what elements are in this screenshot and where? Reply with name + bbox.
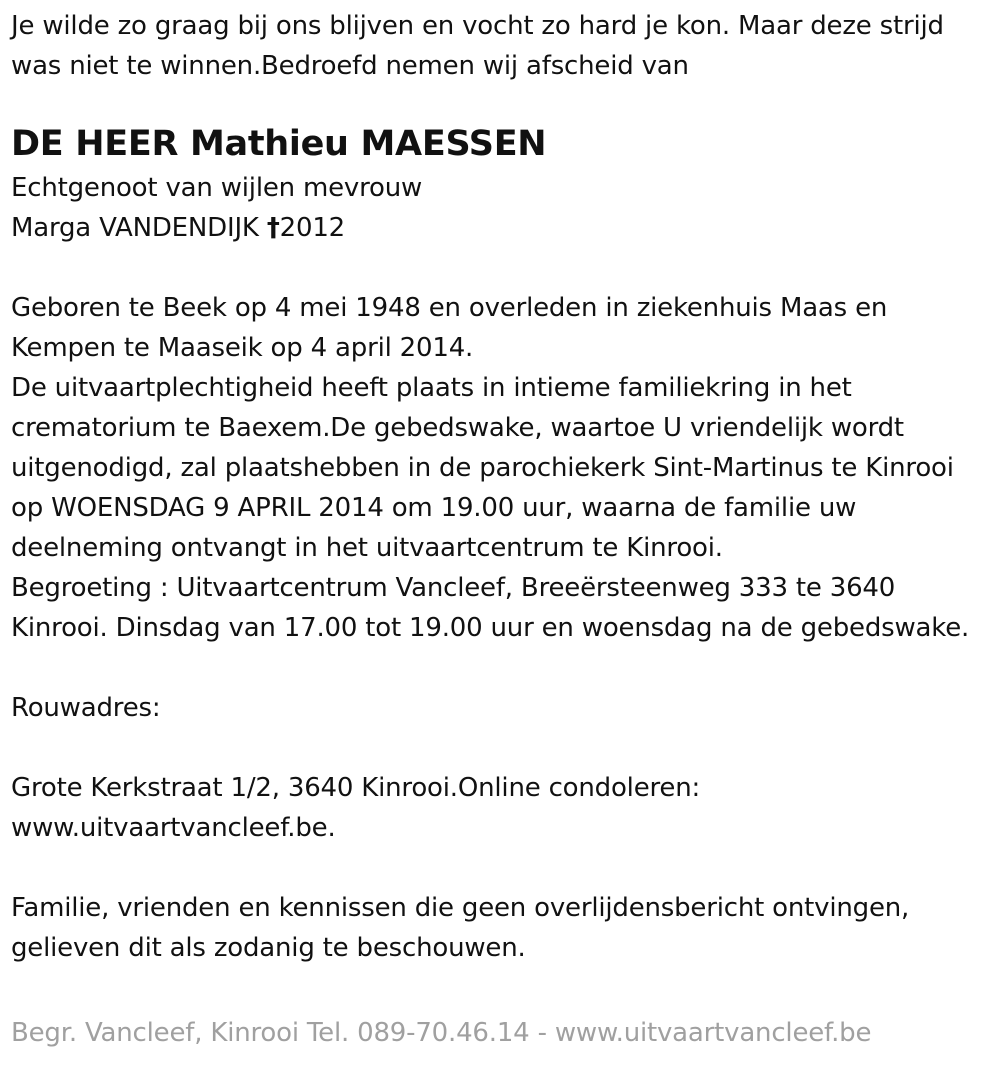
intro-line: was niet te winnen.Bedroefd nemen wij afscheid van: [11, 51, 689, 81]
details-line: Begroeting : Uitvaartcentrum Vancleef, Breeërsteenweg 333 te 3640: [11, 573, 896, 603]
closing-line: gelieven dit als zodanig te beschouwen.: [11, 933, 526, 963]
details-line: Geboren te Beek op 4 mei 1948 en overleden in ziekenhuis Maas en: [11, 293, 888, 323]
spouse-name-line: [11, 208, 990, 248]
rouwadres-label: Rouwadres:: [11, 693, 161, 723]
details-line: op WOENSDAG 9 APRIL 2014 om 19.00 uur, waarna de familie uw: [11, 493, 857, 523]
cross-icon: †: [266, 213, 280, 243]
details-text: [11, 288, 990, 648]
spacer: [11, 728, 990, 768]
address-line: www.uitvaartvancleef.be.: [11, 813, 336, 843]
closing-line: Familie, vrienden en kennissen die geen overlijdensbericht ontvingen,: [11, 893, 910, 923]
spouse-info: [11, 168, 990, 248]
spouse-line: Echtgenoot van wijlen mevrouw: [11, 173, 423, 203]
details-line: De uitvaartplechtigheid heeft plaats in intieme familiekring in het: [11, 373, 852, 403]
closing-text: [11, 888, 990, 968]
details-line: crematorium te Baexem.De gebedswake, waartoe U vriendelijk wordt: [11, 413, 904, 443]
intro-text: [11, 6, 990, 86]
address-line: Grote Kerkstraat 1/2, 3640 Kinrooi.Online condoleren:: [11, 773, 701, 803]
spacer: [11, 248, 990, 288]
spacer: [11, 848, 990, 888]
deceased-name: DE HEER Mathieu MAESSEN: [11, 124, 547, 164]
intro-line: Je wilde zo graag bij ons blijven en vocht zo hard je kon. Maar deze strijd: [11, 11, 944, 41]
address-text: [11, 768, 990, 848]
spouse-death-year: 2012: [279, 213, 346, 243]
spacer: [11, 648, 990, 688]
details-line: deelneming ontvangt in het uitvaartcentrum te Kinrooi.: [11, 533, 723, 563]
details-line: Kempen te Maaseik op 4 april 2014.: [11, 333, 474, 363]
details-line: uitgenodigd, zal plaatshebben in de parochiekerk Sint-Martinus te Kinrooi: [11, 453, 954, 483]
spouse-name: Marga VANDENDIJK: [11, 213, 259, 243]
details-line: Kinrooi. Dinsdag van 17.00 tot 19.00 uur en woensdag na de gebedswake.: [11, 613, 970, 643]
funeral-home-footer: Begr. Vancleef, Kinrooi Tel. 089-70.46.14 - www.uitvaartvancleef.be: [11, 1018, 872, 1048]
